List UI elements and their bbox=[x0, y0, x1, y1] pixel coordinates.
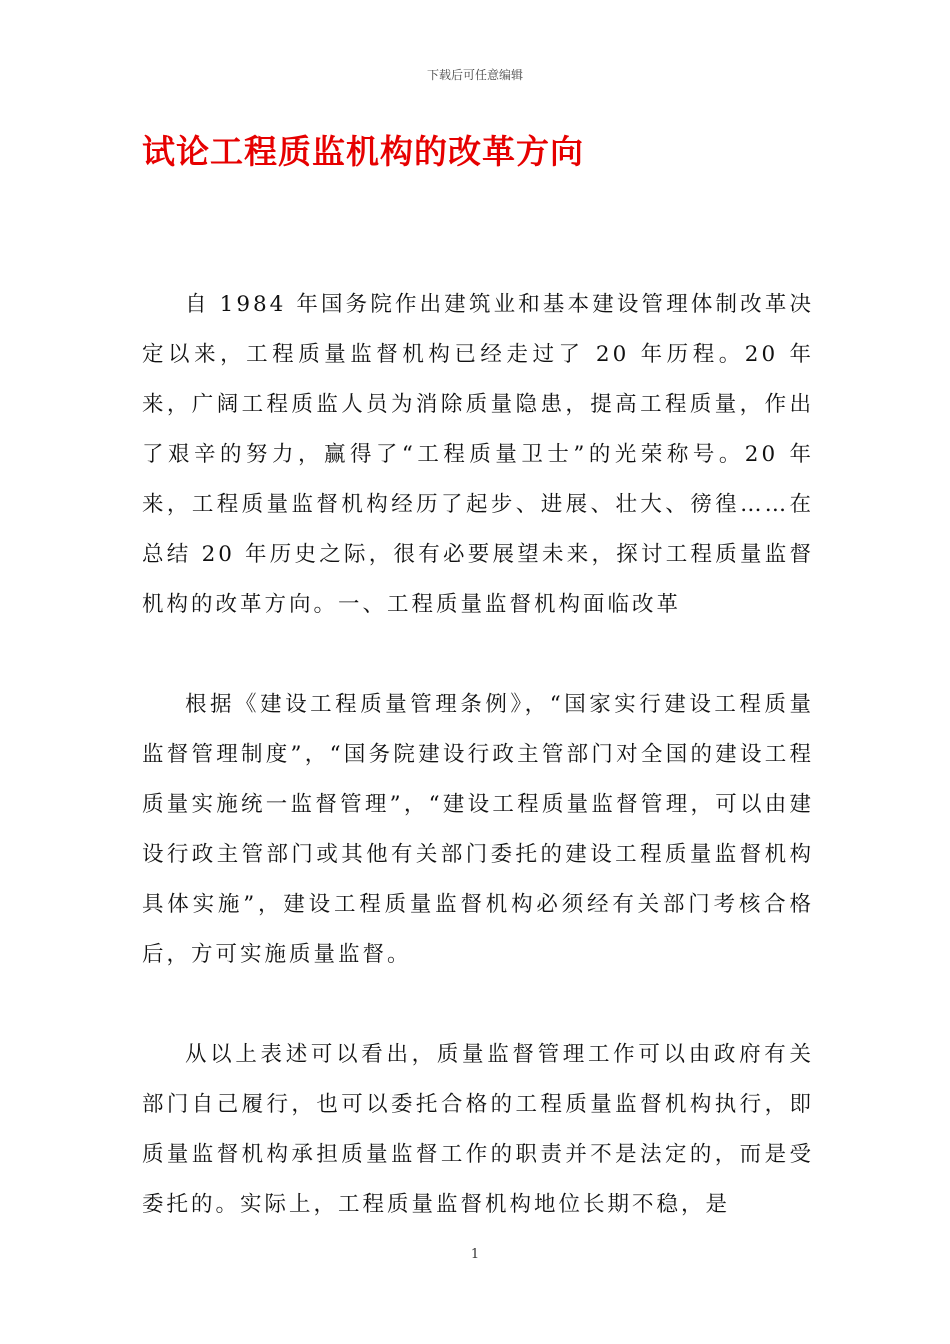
paragraph-3: 从以上表述可以看出，质量监督管理工作可以由政府有关部门自己履行，也可以委托合格的工程质量监督机构执行，即质量监督机构承担质量监督工作的职责并不是法定的，而是受委托的。实际上，工程质量监督机构地位长期不稳，是 bbox=[142, 1042, 814, 1217]
paragraph-2: 根据《建设工程质量管理条例》，“国家实行建设工程质量监督管理制度”，“国务院建设行政主管部门对全国的建设工程质量实施统一监督管理”，“建设工程质量监督管理，可以由建设行政主管部门或其他有关部门委托的建设工程质量监督机构具体实施”，建设工程质量监督机构必须经有关部门考核合格后，方可实施质量监督。 bbox=[142, 692, 814, 967]
page-number: 1 bbox=[470, 1247, 480, 1262]
paragraph-1: 自 1984 年国务院作出建筑业和基本建设管理体制改革决定以来，工程质量监督机构已经走过了 20 年历程。20 年来，广阔工程质监人员为消除质量隐患，提高工程质量，作出了艰辛的努力，赢得了“工程质量卫士”的光荣称号。20 年来，工程质量监督机构经历了起步、进展、壮大、徬徨……在总结 20 年历史之际，很有必要展望未来，探讨工程质量监督机构的改革方向。一、工程质量监督机构面临改革 bbox=[142, 292, 814, 617]
document-title: 试论工程质监机构的改革方向 bbox=[142, 132, 584, 171]
document-body bbox=[142, 280, 814, 1280]
header-note: 下载后可任意编辑 bbox=[426, 68, 523, 82]
